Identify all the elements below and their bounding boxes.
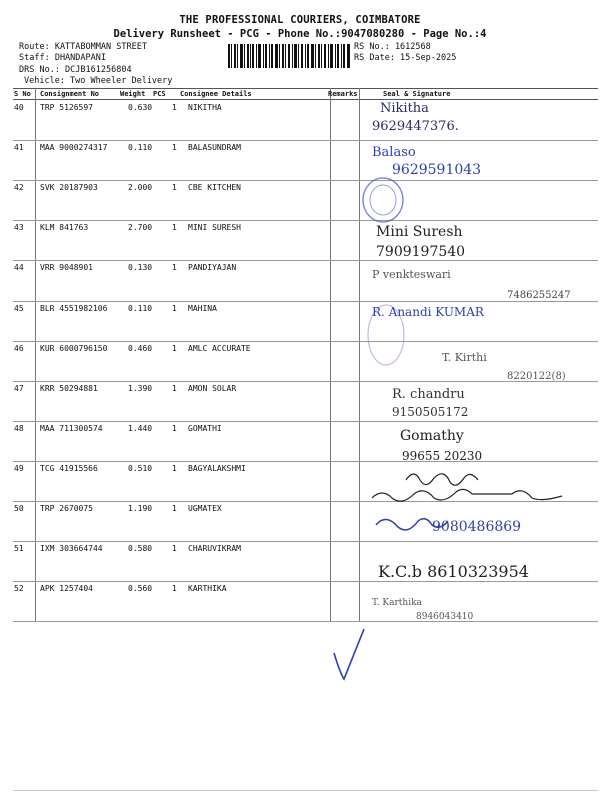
row-consignment-no: TRP 2670075 — [40, 504, 93, 513]
svg-text:Nikitha: Nikitha — [380, 101, 429, 116]
signature-41 — [362, 140, 598, 180]
row-sno: 43 — [14, 223, 24, 233]
row-consignee: NIKITHA — [188, 103, 222, 112]
svg-text:Mini Suresh: Mini Suresh — [376, 224, 463, 240]
svg-text:P venkteswari: P venkteswari — [372, 268, 451, 281]
svg-text:K.C.b 8610323954: K.C.b 8610323954 — [378, 562, 529, 581]
row-consignee: CHARUVIKRAM — [188, 544, 241, 554]
row-consignment-no: KRR 50294881 — [40, 383, 98, 393]
barcode — [228, 44, 350, 68]
col-header-seal: Seal & Signature — [383, 90, 451, 98]
row-consignment-no: KUR 6000796150 — [40, 343, 108, 353]
row-divider — [13, 341, 598, 342]
row-consignment-no: TCG 41915566 — [40, 463, 98, 473]
svg-text:T. Karthika: T. Karthika — [372, 598, 422, 608]
row-sno: 42 — [14, 183, 24, 193]
row-sno: 44 — [14, 263, 24, 273]
row-weight: 1.390 — [128, 383, 153, 393]
svg-text:9150505172: 9150505172 — [392, 405, 469, 419]
row-consignee: AMON SOLAR — [188, 383, 237, 393]
row-weight: 1.190 — [128, 504, 153, 513]
signature-52 — [362, 585, 598, 625]
row-weight: 0.560 — [128, 584, 153, 594]
row-sno: 49 — [14, 463, 24, 473]
row-sno: 52 — [14, 584, 24, 594]
svg-text:8220122(8): 8220122(8) — [507, 371, 566, 382]
row-weight: 2.000 — [128, 183, 153, 193]
row-weight: 2.700 — [128, 223, 153, 233]
row-sno: 51 — [14, 544, 24, 554]
row-weight: 0.110 — [128, 143, 153, 153]
row-consignment-no: SVK 20187903 — [40, 183, 98, 193]
row-weight: 0.630 — [128, 103, 153, 112]
table-top-border — [13, 88, 598, 89]
row-pcs: 1 — [172, 463, 177, 473]
row-consignment-no: BLR 4551982106 — [40, 303, 108, 313]
row-consignee: BAGYALAKSHMI — [188, 463, 246, 473]
row-pcs: 1 — [172, 504, 177, 513]
drs-number: DRS No.: DCJB161256804 — [19, 65, 132, 75]
svg-text:R. chandru: R. chandru — [392, 387, 465, 402]
signature-44 — [362, 262, 598, 302]
row-consignee: PANDIYAJAN — [188, 263, 237, 273]
row-pcs: 1 — [172, 183, 177, 193]
row-pcs: 1 — [172, 584, 177, 594]
col-header-sno: S No — [14, 90, 31, 98]
row-weight: 0.510 — [128, 463, 153, 473]
row-consignment-no: KLM 841763 — [40, 223, 89, 233]
row-weight: 1.440 — [128, 423, 153, 433]
col-header-consignee: Consignee Details — [180, 90, 252, 98]
staff-label: Staff: DHANDAPANI — [19, 53, 106, 63]
col-header-weight: Weight — [120, 90, 146, 98]
row-weight: 0.580 — [128, 544, 153, 554]
svg-text:9080486869: 9080486869 — [432, 519, 522, 535]
signature-check-mark — [328, 625, 368, 685]
row-pcs: 1 — [172, 223, 177, 233]
row-consignee: CBE KITCHEN — [188, 183, 241, 193]
row-sno: 46 — [14, 343, 24, 353]
row-pcs: 1 — [172, 103, 177, 112]
col-header-pcs: PCS — [153, 90, 166, 98]
signature-47 — [362, 382, 598, 422]
col-header-consignment: Consignment No — [40, 90, 100, 98]
svg-text:7486255247: 7486255247 — [507, 290, 571, 301]
row-pcs: 1 — [172, 423, 177, 433]
svg-text:99655 20230: 99655 20230 — [402, 449, 483, 462]
row-pcs: 1 — [172, 343, 177, 353]
col-header-remarks: Remarks — [328, 90, 358, 98]
row-consignee: KARTHIKA — [188, 584, 227, 594]
row-weight: 0.130 — [128, 263, 153, 273]
row-pcs: 1 — [172, 143, 177, 153]
row-consignee: BALASUNDRAM — [188, 143, 241, 153]
row-sno: 48 — [14, 423, 24, 433]
row-consignee: UGMATEX — [188, 504, 222, 513]
row-divider — [13, 180, 598, 181]
route-label: Route: KATTABOMMAN STREET — [19, 42, 147, 52]
row-consignee: AMLC ACCURATE — [188, 343, 251, 353]
row-pcs: 1 — [172, 383, 177, 393]
signature-48 — [362, 422, 598, 462]
row-consignment-no: APK 1257404 — [40, 584, 93, 594]
row-weight: 0.110 — [128, 303, 153, 313]
signature-45 — [362, 300, 598, 340]
signature-51 — [362, 545, 598, 585]
page-bottom-line — [13, 790, 598, 791]
svg-text:T. Kirthi: T. Kirthi — [442, 351, 487, 364]
row-sno: 45 — [14, 303, 24, 313]
row-pcs: 1 — [172, 303, 177, 313]
row-consignment-no: MAA 9000274317 — [40, 143, 108, 153]
row-weight: 0.460 — [128, 343, 153, 353]
signature-43 — [362, 220, 598, 260]
row-consignee: MAHINA — [188, 303, 217, 313]
row-consignment-no: VRR 9048901 — [40, 263, 93, 273]
svg-text:R. Anandi KUMAR: R. Anandi KUMAR — [372, 305, 484, 319]
signature-40 — [362, 98, 598, 138]
row-sno: 50 — [14, 504, 24, 513]
row-consignee: GOMATHI — [188, 423, 222, 433]
company-title: THE PROFESSIONAL COURIERS, COIMBATORE — [179, 14, 421, 26]
row-sno: 41 — [14, 143, 24, 153]
svg-text:7909197540: 7909197540 — [376, 244, 466, 260]
svg-text:9629447376.: 9629447376. — [372, 119, 459, 134]
signature-50 — [362, 505, 598, 545]
svg-text:Balaso: Balaso — [372, 145, 416, 160]
rs-number: RS No.: 1612568 — [354, 42, 431, 52]
row-sno: 40 — [14, 103, 24, 112]
svg-text:9629591043: 9629591043 — [392, 162, 482, 178]
runsheet-subtitle: Delivery Runsheet - PCG - Phone No.:9047080280 - Page No.:4 — [113, 28, 487, 40]
row-pcs: 1 — [172, 263, 177, 273]
signature-49 — [362, 462, 598, 502]
rs-date: RS Date: 15-Sep-2025 — [354, 53, 457, 63]
signature-46 — [362, 345, 598, 385]
svg-text:8946043410: 8946043410 — [416, 612, 474, 622]
svg-text:Gomathy: Gomathy — [400, 428, 464, 444]
row-sno: 47 — [14, 383, 24, 393]
row-consignment-no: MAA 711300574 — [40, 423, 103, 433]
row-pcs: 1 — [172, 544, 177, 554]
vehicle-label: Vehicle: Two Wheeler Delivery — [24, 76, 173, 86]
row-consignee: MINI SURESH — [188, 223, 241, 233]
row-consignment-no: IXM 303664744 — [40, 544, 103, 554]
row-consignment-no: TRP 5126597 — [40, 103, 93, 112]
